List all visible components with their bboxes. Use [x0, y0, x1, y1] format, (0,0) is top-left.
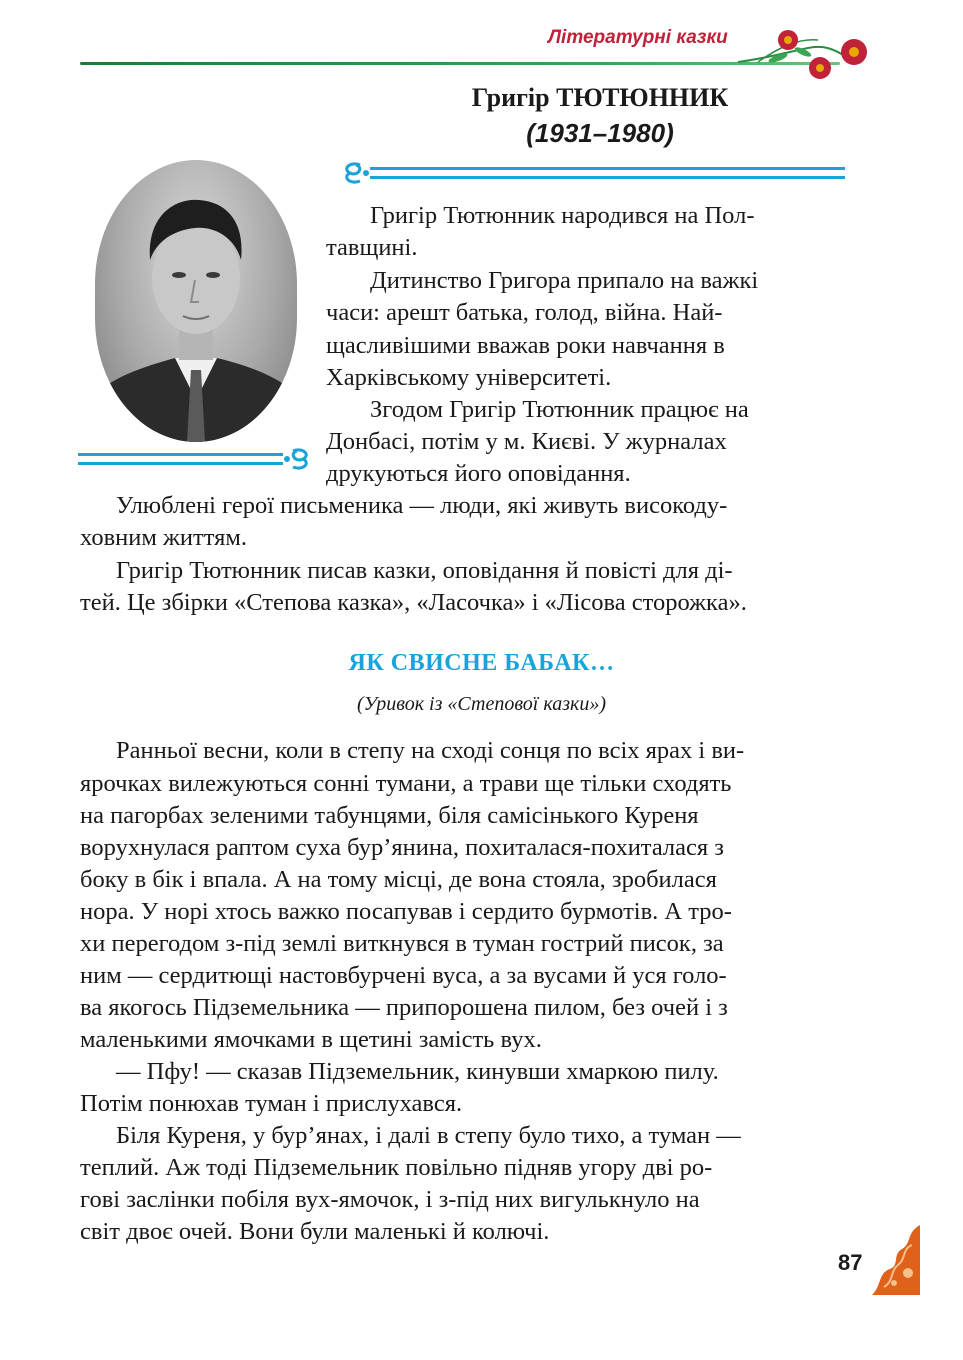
story-line: Ранньої весни, коли в степу на сході сонця по всіх ярах і ви-	[116, 737, 745, 764]
story-title: ЯК СВИСНЕ БАБАК…	[348, 650, 615, 676]
author-years: (1931–1980)	[526, 118, 674, 148]
story-line: ва якогось Підземельника — припорошена пилом, без очей і з	[80, 994, 728, 1021]
bio-line: щасливішими вважав роки навчання в	[326, 332, 725, 359]
story-line: ярочках вилежуються сонні тумани, а трави ще тільки сходять	[80, 770, 732, 797]
bio-line: ховним життям.	[80, 524, 248, 551]
story-line: нора. У норі хтось важко посапував і сердито бурмотів. А тро-	[80, 898, 732, 925]
story-line: хи перегодом з-під землі виткнувся в туман гострий писок, за	[80, 930, 724, 957]
story-line: ворухнулася раптом суха бур’янина, похиталася-похиталася з	[80, 834, 724, 861]
bio-line: Григір Тютюнник народився на Пол-	[370, 202, 755, 229]
story-line: ним — сердитющі настовбурчені вуса, а за вусами й уся голо-	[80, 962, 727, 989]
story-line: боку в бік і впала. А на тому місці, де вона стояла, зробилася	[80, 866, 717, 893]
corner-ornament-icon	[872, 1225, 922, 1295]
story-line: Біля Куреня, у бур’янах, і далі в степу було тихо, а туман —	[116, 1122, 741, 1149]
story-line: — Пфу! — сказав Підземельник, кинувши хмаркою пилу.	[116, 1058, 719, 1085]
header-rule	[80, 62, 840, 65]
page-number: 87	[838, 1250, 863, 1275]
story-line: світ двоє очей. Вони були маленькі й колючі.	[80, 1218, 550, 1245]
bio-line: Донбасі, потім у м. Києві. У журналах	[326, 428, 727, 455]
bio-line: тавщині.	[326, 234, 418, 261]
story-line: гові заслінки побіля вух-ямочок, і з-під них вигулькнуло на	[80, 1186, 700, 1213]
swirl-ornament-icon	[78, 443, 318, 475]
story-line: маленькими ямочками в щетині замість вух.	[80, 1026, 542, 1053]
section-title: Літературні казки	[548, 27, 728, 48]
story-line: Потім понюхав туман і прислухався.	[80, 1090, 463, 1117]
author-name: Григір ТЮТЮННИК	[471, 83, 729, 112]
bio-line: тей. Це збірки «Степова казка», «Ласочка» і «Лісова сторожка».	[80, 589, 747, 616]
bio-line: Згодом Григір Тютюнник працює на	[370, 396, 749, 423]
bio-line: Харківському університеті.	[326, 364, 612, 391]
bio-line: друкуються його оповідання.	[326, 460, 631, 487]
bio-line: Григір Тютюнник писав казки, оповідання й повісті для ді-	[116, 557, 733, 584]
author-portrait	[95, 160, 297, 442]
bio-line: часи: арешт батька, голод, війна. Най-	[326, 299, 723, 326]
story-line: на пагорбах зеленими табунцями, біля самісінького Куреня	[80, 802, 699, 829]
bio-line: Дитинство Григора припало на важкі	[370, 267, 759, 294]
story-line: теплий. Аж тоді Підземельник повільно підняв угору дві ро-	[80, 1154, 713, 1181]
flower-ornament-icon	[738, 18, 878, 88]
bio-line: Улюблені герої письменика — люди, які живуть високоду-	[116, 492, 728, 519]
swirl-ornament-icon	[340, 157, 845, 189]
story-subtitle: (Уривок із «Степової казки»)	[356, 693, 607, 715]
